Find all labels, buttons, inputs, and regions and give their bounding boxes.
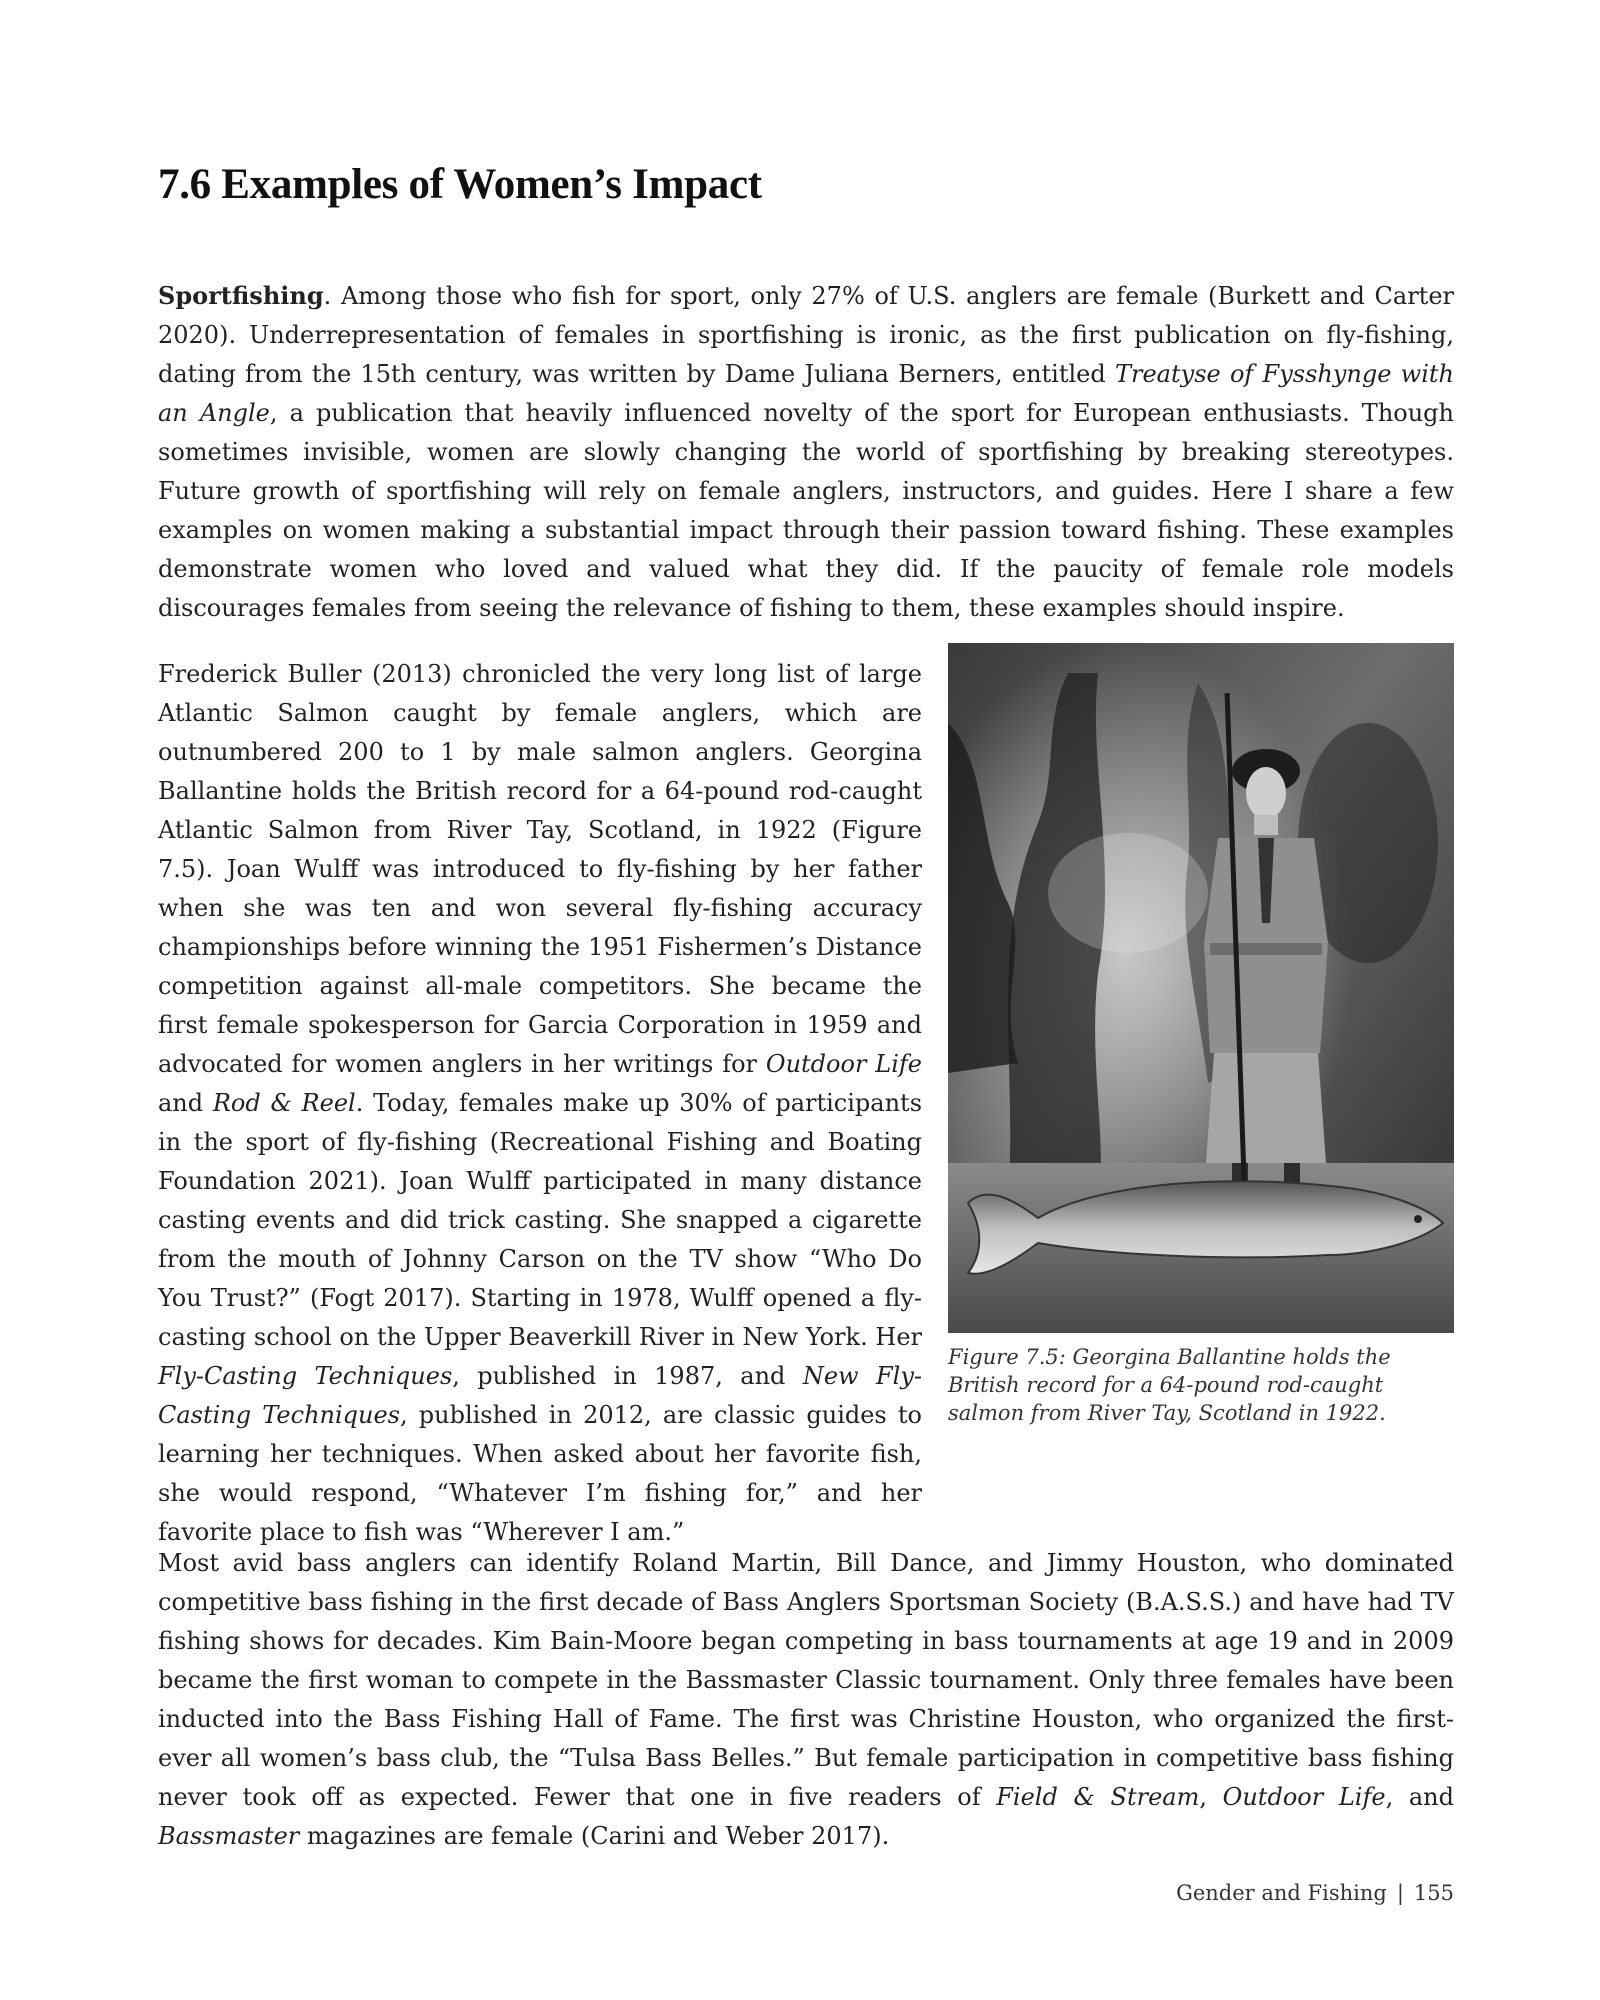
lead-term: Sportfishing xyxy=(158,281,324,310)
section-title: 7.6 Examples of Women’s Impact xyxy=(158,161,762,208)
running-title: Gender and Fishing xyxy=(1176,1881,1387,1905)
text-run: . Today, females make up 30% of participants in the sport of fly-fishing (Recreational Fishing and Boating Foundation 2021). Joan Wulff participated in many distance casting events and did trick casting. She snapped a cigarette from the mouth of Johnny Carson on the TV show “Who Do You Trust?” (Fogt 2017). Starting in 1978, Wulff opened a fly-casting school on the Upper Beaverkill River in New York. Her xyxy=(158,1089,923,1351)
text-run: Frederick Buller (2013) chronicled the very long list of large Atlantic Salmon caught by female anglers, which are outnumbered 200 to 1 by male salmon anglers. Georgina Ballantine holds the British record for a 64-pound rod-caught Atlantic Salmon from River Tay, Scotland, in 1922 (Figure 7.5). Joan Wulff was introduced to fly-fishing by her father when she was ten and won several fly-fishing accuracy championships before winning the 1951 Fishermen’s Distance competition against all-male competitors. She became the first female spokesperson for Garcia Corporation in 1959 and advocated for women anglers in her writings for xyxy=(158,660,922,1078)
paragraph-bass-fishing xyxy=(158,1544,1454,1856)
text-run: , published in 1987, and xyxy=(452,1362,803,1390)
footer-separator: | xyxy=(1396,1881,1404,1905)
page-footer xyxy=(1176,1881,1454,1905)
book-title-italic: Fly-Casting Techniques xyxy=(158,1362,453,1390)
text-run: , published in 2012, are classic guides to learning her techniques. When asked about her favorite fish, she would respond, “Whatever I’m fishing for,” and her favorite place to fish was “Wherever I am.” xyxy=(158,1401,922,1546)
figure-caption: Figure 7.5: Georgina Ballantine holds the British record for a 64-pound rod-caught salmon from River Tay, Scotland in 1922. xyxy=(948,1345,1391,1425)
paragraph-sportfishing xyxy=(158,276,1454,628)
text-run: , xyxy=(1199,1783,1223,1811)
paragraph-joan-wulff xyxy=(158,655,922,1552)
text-run: , a publication that heavily influenced novelty of the sport for European enthusiasts. Though sometimes invisible, women are slowly changing the world of sportfishing by breaking stereotypes. Future growth of sportfishing will rely on female anglers, instructors, and guides. Here I share a few examples on women making a substantial impact through their passion toward fishing. These examples demonstrate women who loved and valued what they did. If the paucity of female role models discourages females from seeing the relevance of fishing to them, these examples should inspire. xyxy=(158,399,1454,622)
text-run: magazines are female (Carini and Weber 2017). xyxy=(299,1822,890,1850)
figure-7-5 xyxy=(948,643,1454,1427)
publication-italic: Outdoor Life xyxy=(765,1050,922,1078)
text-run: , and xyxy=(1385,1783,1454,1811)
book-title-italic: New Fly-Casting Techniques xyxy=(158,1362,922,1429)
text-run: Most avid bass anglers can identify Roland Martin, Bill Dance, and Jimmy Houston, who dominated competitive bass fishing in the first decade of Bass Anglers Sportsman Society (B.A.S.S.) and have had TV fishing shows for decades. Kim Bain-Moore began competing in bass tournaments at age 19 and in 2009 became the first woman to compete in the Bassmaster Classic tournament. Only three females have been inducted into the Bass Fishing Hall of Fame. The first was Christine Houston, who organized the first-ever all women’s bass club, the “Tulsa Bass Belles.” But female participation in competitive bass fishing never took off as expected. Fewer that one in five readers of xyxy=(158,1549,1454,1811)
magazine-italic: Outdoor Life xyxy=(1222,1783,1386,1811)
page-number: 155 xyxy=(1413,1881,1454,1905)
book-title-italic: Treatyse of Fysshynge with an Angle xyxy=(158,360,1454,427)
magazine-italic: Field & Stream xyxy=(996,1783,1200,1811)
magazine-italic: Bassmaster xyxy=(158,1822,300,1850)
historic-photo-woman-with-salmon xyxy=(948,643,1454,1333)
text-run: and xyxy=(158,1089,213,1117)
text-run: . Among those who fish for sport, only 27% of U.S. anglers are female (Burkett and Carter 2020). Underrepresentation of females in sportfishing is ironic, as the first publication on fly-fishing, dating from the 15th century, was written by Dame Juliana Berners, entitled xyxy=(158,282,1454,388)
page xyxy=(158,0,1454,2000)
publication-italic: Rod & Reel xyxy=(212,1089,356,1117)
